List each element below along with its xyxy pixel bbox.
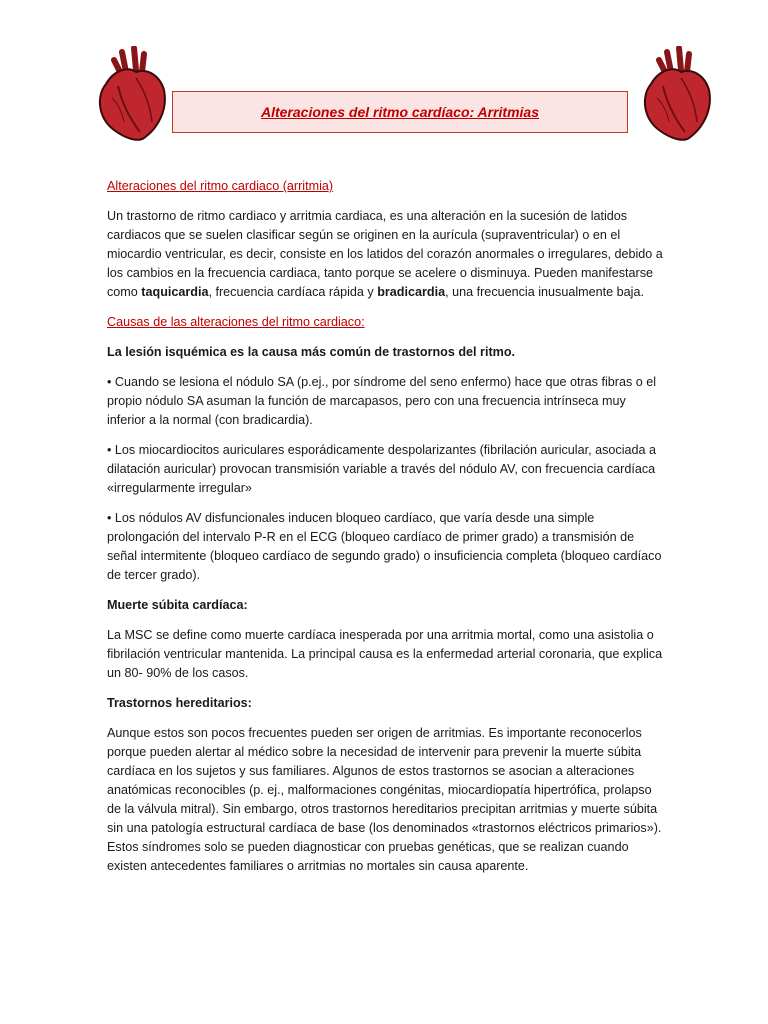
paragraph-definition [107, 207, 667, 302]
anatomical-heart-right-icon [637, 46, 717, 144]
anatomical-heart-left-icon [92, 46, 172, 144]
paragraph-muerte-subita: La MSC se define como muerte cardíaca inesperada por una arritmia mortal, como una asistolia o fibrilación ventricular mantenida. La principal causa es la enfermedad arterial coronaria, que explica un 80- 90% de los casos. [107, 628, 663, 680]
document-body [107, 177, 667, 887]
bold-term-bradicardia: bradicardia [377, 285, 446, 299]
document-title-box [172, 91, 628, 133]
paragraph-hereditarios: Aunque estos son pocos frecuentes pueden ser origen de arritmias. Es importante reconocerlos porque pueden alertar al médico sobre la necesidad de intervenir para prevenir la muerte súbita cardíaca en los sujetos y sus familiares. Algunos de estos trastornos se asocian a alteraciones anatómicas reconocibles (p. ej., malformaciones congénitas, miocardiopatía hipertrófica, prolapso de la válvula mitral). Sin embargo, otros trastornos hereditarios precipitan arritmias y muerte súbita sin una patología estructural cardíaca de base (los denominados «trastornos eléctricos primarios»). Estos síndromes solo se pueden diagnosticar con pruebas genéticas, que se realizan cuando existen antecedentes familiares o arritmias no mortales sin causa aparente. [107, 726, 662, 873]
bullet-paragraph-av: • Los nódulos AV disfuncionales inducen bloqueo cardíaco, que varía desde una simple prolongación del intervalo P-R en el ECG (bloqueo cardíaco de primer grado) a transmisión de señal intermitente (bloqueo cardíaco de segundo grado) o insuficiencia completa (bloqueo cardíaco de tercer grado). [107, 511, 662, 582]
section-heading-muerte-subita: Muerte súbita cardíaca: [107, 598, 248, 612]
bold-term-taquicardia: taquicardia [141, 285, 209, 299]
bullet-paragraph-sa: • Cuando se lesiona el nódulo SA (p.ej., por síndrome del seno enfermo) hace que otras fibras o el propio nódulo SA asuman la función de marcapasos, pero con una frecuencia intrínseca muy inferior a la normal (con bradicardia). [107, 375, 657, 427]
section-heading-arritmia: Alteraciones del ritmo cardiaco (arritmia) [107, 179, 334, 193]
paragraph-text: , frecuencia cardíaca rápida y [208, 285, 378, 299]
paragraph-text: , una frecuencia inusualmente baja. [445, 285, 644, 299]
section-heading-causas: Causas de las alteraciones del ritmo cardiaco: [107, 315, 365, 329]
section-heading-hereditarios: Trastornos hereditarios: [107, 696, 252, 710]
document-title: Alteraciones del ritmo cardíaco: Arritmias [260, 104, 540, 120]
paragraph-text: Un trastorno de ritmo cardiaco y arritmia cardiaca, es una alteración en la sucesión de latidos cardiacos que se suelen clasificar según se originen en la aurícula (supraventricular) o en el miocardio ventricular, es decir, consiste en los latidos del corazón anormales o irregulares, debido a los cambios en la frecuencia cardiaca, tanto porque se acelere o disminuya. Pueden manifestarse como [107, 209, 663, 299]
bullet-paragraph-auricular: • Los miocardiocitos auriculares esporádicamente despolarizantes (fibrilación auricular, asociada a dilatación auricular) provocan transmisión variable a través del nódulo AV, con frecuencia cardíaca «irregularmente irregular» [107, 443, 657, 495]
paragraph-lead: La lesión isquémica es la causa más común de trastornos del ritmo. [107, 345, 516, 359]
